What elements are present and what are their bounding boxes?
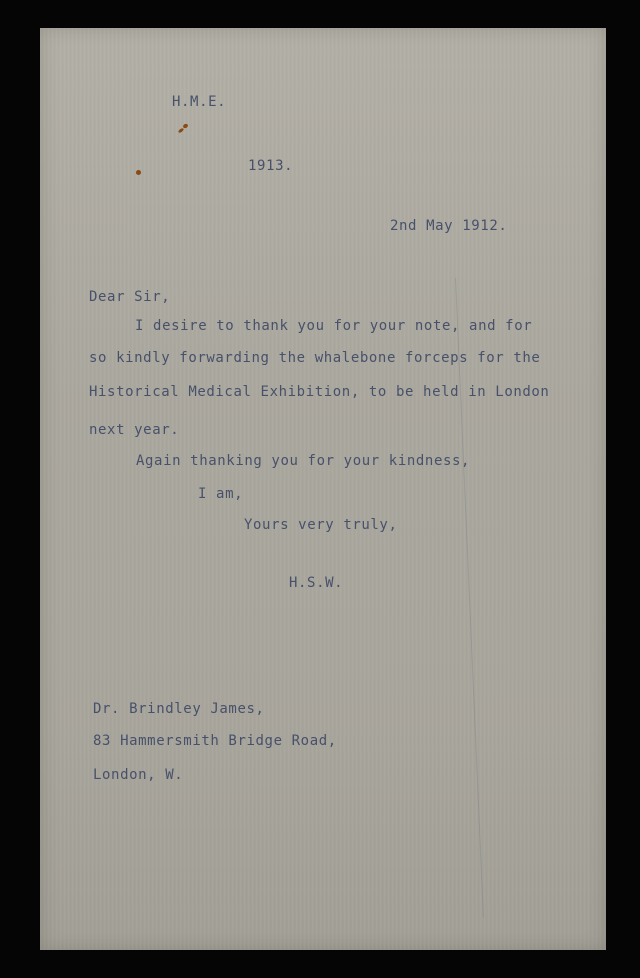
- closing-line: Yours very truly,: [244, 517, 398, 533]
- closing-line: I am,: [198, 486, 244, 502]
- salutation: Dear Sir,: [89, 289, 171, 305]
- recipient-line: 83 Hammersmith Bridge Road,: [93, 733, 337, 749]
- reference-initials: H.M.E.: [172, 94, 227, 110]
- paper-crease: [455, 278, 484, 917]
- rust-stain: [136, 170, 141, 175]
- rust-stain: [178, 128, 185, 134]
- body-line: I desire to thank you for your note, and for: [135, 318, 533, 334]
- body-line: Historical Medical Exhibition, to be held in London: [89, 384, 550, 400]
- recipient-line: London, W.: [93, 767, 184, 783]
- letter-date: 2nd May 1912.: [390, 218, 508, 234]
- year-reference: 1913.: [248, 158, 294, 174]
- signature-initials: H.S.W.: [289, 575, 344, 591]
- letter-sheet: [40, 28, 606, 950]
- body-line: next year.: [89, 422, 180, 438]
- recipient-line: Dr. Brindley James,: [93, 701, 265, 717]
- body-line: so kindly forwarding the whalebone forceps for the: [89, 350, 541, 366]
- closing-line: Again thanking you for your kindness,: [136, 453, 471, 469]
